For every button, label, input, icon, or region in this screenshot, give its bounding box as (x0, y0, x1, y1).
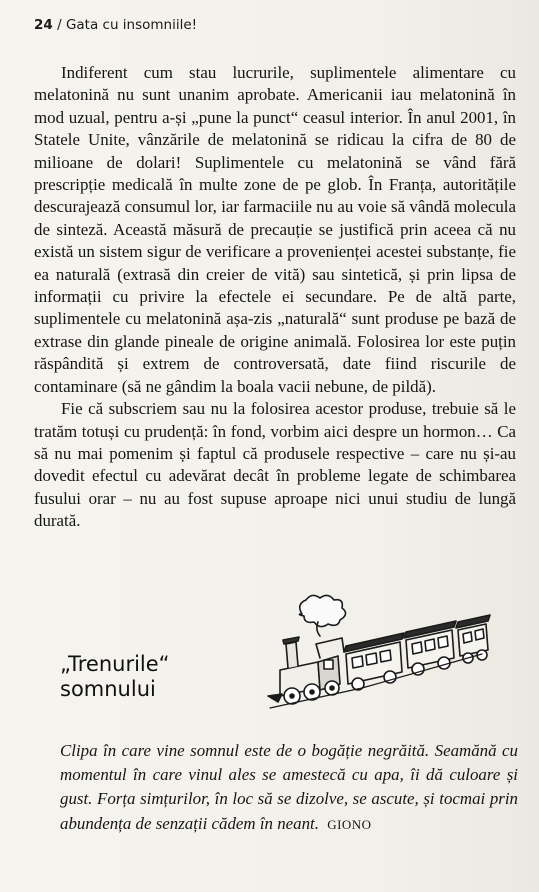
paragraph-2: Fie că subscriem sau nu la folosirea acestor produse, trebuie să le tratăm totuși cu prudență: în fond, vorbim aici despre un hormon… Ca să nu mai pomenim și faptul că produsele respective – care nu și-au dovedit efectul cu adevărat decât în probleme legate de schimbarea fusului orar – nu au fost supuse aproape nici unui studiu de lungă durată. (34, 399, 516, 531)
paragraph-1: Indiferent cum stau lucrurile, suplimentele alimentare cu melatonină nu sunt unanim aprobate. Americanii iau melatonină în mod uzual, pentru a-și „pune la punct“ ceasul interior. În anul 2001, în Statele Unite, vânzările de melatonină se ridicau la cifra de 80 de milioane de dolari! Suplimentele cu melatonină se vând fără prescripție medicală în multe zone de pe glob. În Franța, autoritățile descurajează consumul lor, iar farmaciile nu au voie să vândă molecula de sinteză. Această măsură de precauție se justifică prin aceea că nu există un sistem sigur de verificare a provenienței acestei substanțe, fie ea naturală (extrasă din creier de vită) sau sintetică, și prin lipsa de informații cu privire la efectele ei secundare. Pe de altă parte, suplimentele cu melatonină așa-zis „naturală“ sunt produse pe bază de extrase din glande pineale de origine animală. Folosirea lor este puțin răspândită și extrem de controversată, date fiind riscurile de contaminare (să ne gândim la boala vacii nebune, de pildă). (34, 63, 516, 396)
epigraph-quote (60, 739, 518, 837)
page-number: 24 (34, 17, 53, 33)
section-title (60, 652, 170, 702)
book-title: Gata cu insomniile! (65, 17, 198, 33)
header-separator: / (52, 17, 66, 33)
train-icon (262, 592, 492, 717)
section-title-line-2: somnului (60, 677, 156, 701)
quote-author: GIONO (327, 816, 372, 832)
section-title-line-1: „Trenurile“ (60, 652, 170, 676)
quote-text: Clipa în care vine somnul este de o bogăție negrăită. Seamănă cu momentul în care vinul ales se amestecă cu apa, îi dă culoare și gust. Forța simțurilor, în loc să se dizolve, se ascute, și tocmai prin abundența de senzații cădem în neant. (60, 741, 518, 833)
running-header (34, 17, 197, 33)
body-text (34, 62, 516, 533)
